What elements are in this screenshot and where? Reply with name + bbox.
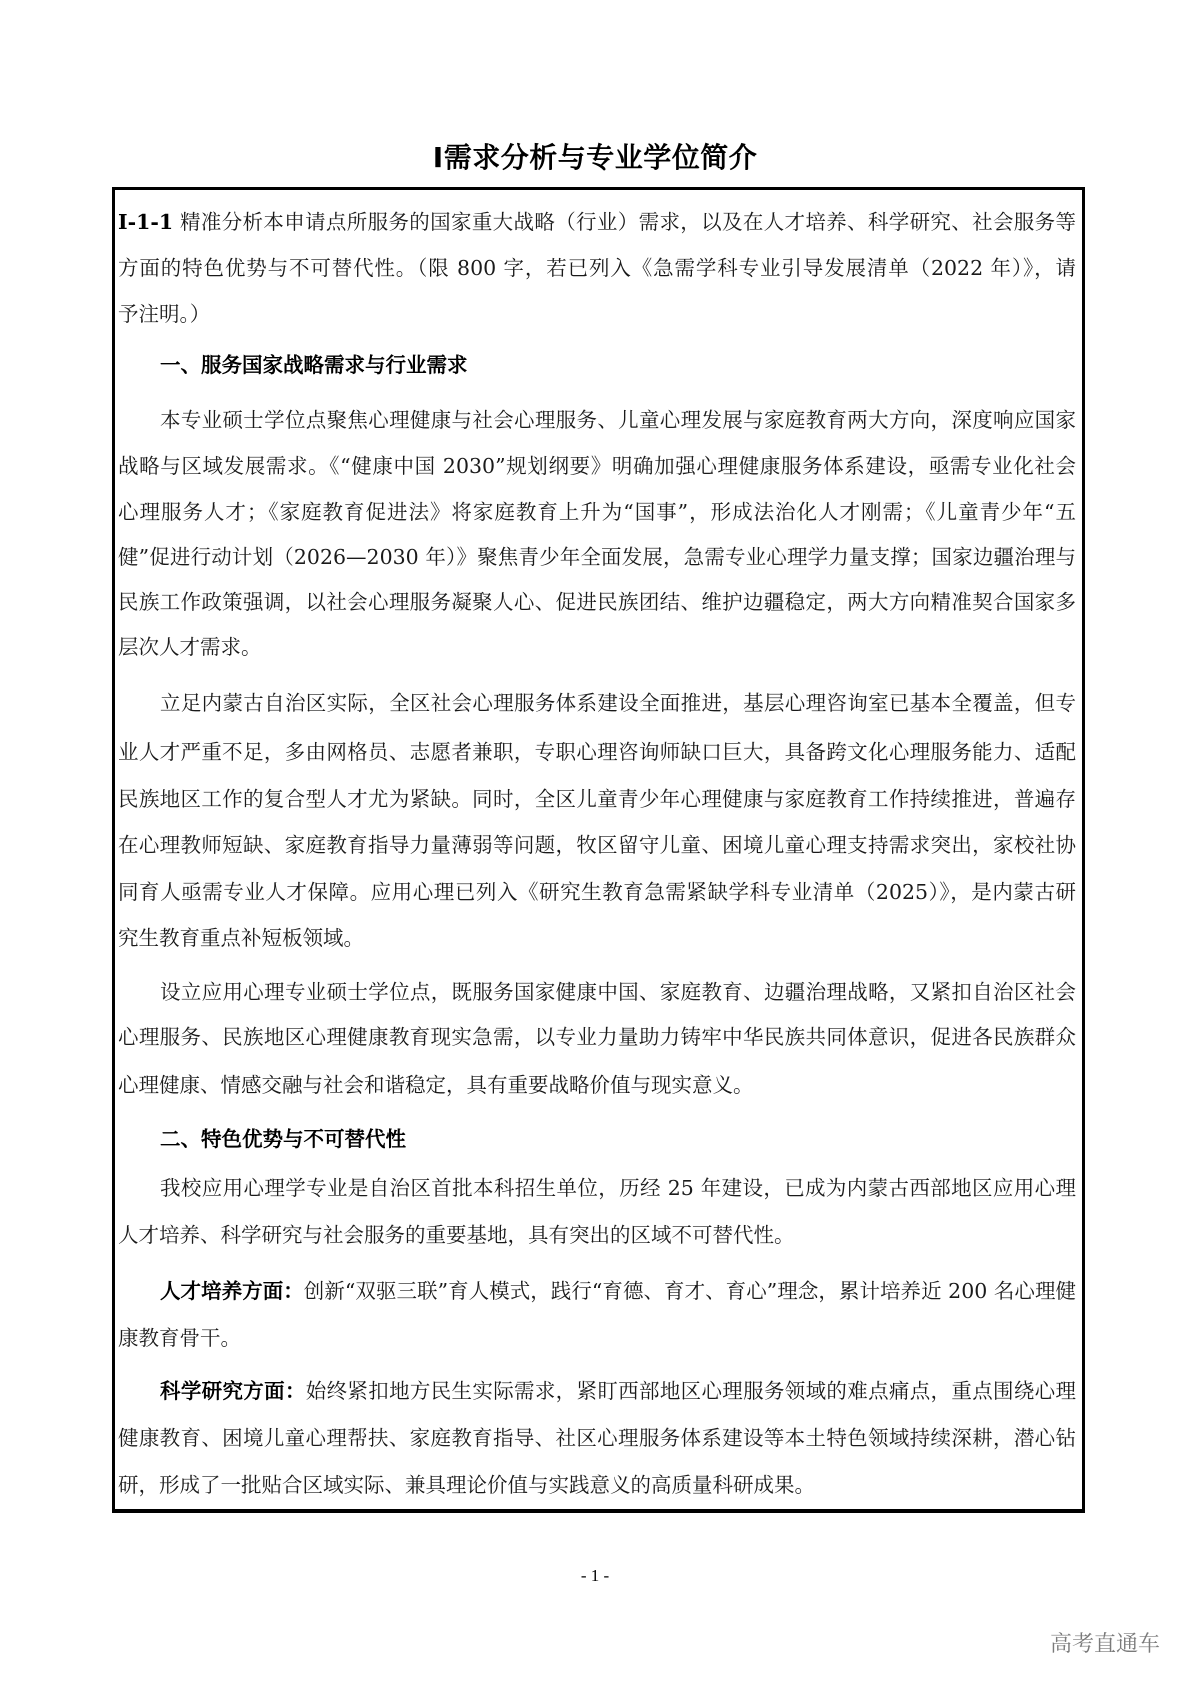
paragraph-5-line: 康教育骨干。 [118, 1326, 241, 1350]
prompt-line-2: 方面的特色优势与不可替代性。（限 800 字，若已列入《急需学科专业引导发展清单（2022 年）》，请 [118, 256, 1076, 280]
paragraph-3-line: 心理健康、情感交融与社会和谐稳定，具有重要战略价值与现实意义。 [118, 1073, 754, 1097]
prompt-line-1 [118, 207, 1076, 237]
paragraph-1-line: 民族工作政策强调，以社会心理服务凝聚人心、促进民族团结、维护边疆稳定，两大方向精准契合国家多 [118, 590, 1076, 614]
paragraph-1-line: 战略与区域发展需求。《“健康中国 2030”规划纲要》明确加强心理健康服务体系建设，亟需专业化社会 [118, 454, 1076, 478]
paragraph-2-line: 究生教育重点补短板领域。 [118, 926, 364, 950]
paragraph-1-line: 心理服务人才；《家庭教育促进法》将家庭教育上升为“国事”，形成法治化人才刚需；《儿童青少年“五 [118, 500, 1076, 524]
paragraph-1-line: 健”促进行动计划（2026—2030 年）》聚焦青少年全面发展，急需专业心理学力量支撑；国家边疆治理与 [118, 545, 1076, 569]
talent-training-label: 人才培养方面： [160, 1279, 304, 1303]
paragraph-6-line [160, 1376, 1076, 1406]
paragraph-5-text: 创新“双驱三联”育人模式，践行“育德、育才、育心”理念，累计培养近 200 名心理健 [303, 1279, 1076, 1303]
page-number: - 1 - [580, 1566, 610, 1585]
research-label: 科学研究方面： [160, 1379, 306, 1403]
watermark: 高考直通车 [1050, 1632, 1161, 1657]
paragraph-1-line: 本专业硕士学位点聚焦心理健康与社会心理服务、儿童心理发展与家庭教育两大方向，深度响应国家 [160, 408, 1076, 432]
paragraph-2-line: 在心理教师短缺、家庭教育指导力量薄弱等问题，牧区留守儿童、困境儿童心理支持需求突出，家校社协 [118, 833, 1076, 857]
paragraph-4-line: 人才培养、科学研究与社会服务的重要基地，具有突出的区域不可替代性。 [118, 1223, 795, 1247]
paragraph-5-line [160, 1276, 1076, 1306]
paragraph-2-line: 民族地区工作的复合型人才尤为紧缺。同时，全区儿童青少年心理健康与家庭教育工作持续推进，普遍存 [118, 787, 1076, 811]
paragraph-4-line: 我校应用心理学专业是自治区首批本科招生单位，历经 25 年建设，已成为内蒙古西部地区应用心理 [160, 1176, 1076, 1200]
paragraph-6-text: 始终紧扣地方民生实际需求，紧盯西部地区心理服务领域的难点痛点，重点围绕心理 [305, 1379, 1076, 1403]
paragraph-6-line: 研，形成了一批贴合区域实际、兼具理论价值与实践意义的高质量科研成果。 [118, 1473, 815, 1497]
page-title: I需求分析与专业学位简介 [432, 141, 758, 174]
prompt-label: I-1-1 [118, 210, 174, 234]
paragraph-1-line: 层次人才需求。 [118, 635, 262, 659]
paragraph-2-line: 业人才严重不足，多由网格员、志愿者兼职，专职心理咨询师缺口巨大，具备跨文化心理服务能力、适配 [118, 740, 1076, 764]
section-heading-2: 二、特色优势与不可替代性 [160, 1127, 406, 1151]
prompt-text-1: 精准分析本申请点所服务的国家重大战略（行业）需求，以及在人才培养、科学研究、社会服务等 [173, 210, 1076, 234]
paragraph-3-line: 设立应用心理专业硕士学位点，既服务国家健康中国、家庭教育、边疆治理战略，又紧扣自治区社会 [160, 980, 1076, 1004]
paragraph-3-line: 心理服务、民族地区心理健康教育现实急需，以专业力量助力铸牢中华民族共同体意识，促进各民族群众 [118, 1025, 1076, 1049]
paragraph-2-line: 同育人亟需专业人才保障。应用心理已列入《研究生教育急需紧缺学科专业清单（2025）》，是内蒙古研 [118, 880, 1076, 904]
paragraph-6-line: 健康教育、困境儿童心理帮扶、家庭教育指导、社区心理服务体系建设等本土特色领域持续深耕，潜心钻 [118, 1426, 1076, 1450]
section-heading-1: 一、服务国家战略需求与行业需求 [160, 353, 468, 377]
paragraph-2-line: 立足内蒙古自治区实际，全区社会心理服务体系建设全面推进，基层心理咨询室已基本全覆盖，但专 [160, 691, 1076, 715]
prompt-line-3: 予注明。） [118, 302, 211, 326]
